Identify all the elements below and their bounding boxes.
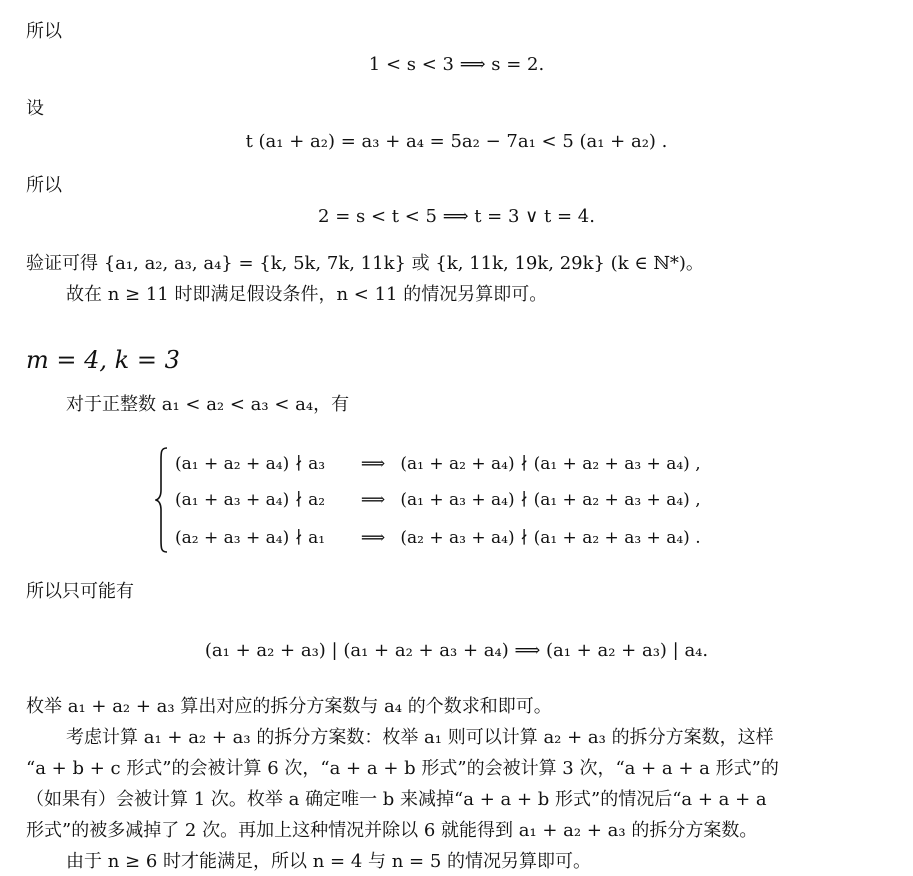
implies-arrow: ⟹ bbox=[360, 528, 386, 548]
text-line: 设 bbox=[26, 98, 44, 119]
system-right: (a₁ + a₃ + a₄) ∤ (a₁ + a₂ + a₃ + a₄) , bbox=[400, 490, 701, 510]
text-line: 对于正整数 a₁ < a₂ < a₃ < a₄，有 bbox=[66, 394, 350, 415]
system-right: (a₂ + a₃ + a₄) ∤ (a₁ + a₂ + a₃ + a₄) . bbox=[400, 528, 701, 548]
implies-arrow: ⟹ bbox=[360, 454, 386, 474]
section-heading: m = 4, k = 3 bbox=[26, 346, 180, 374]
text-line: 考虑计算 a₁ + a₂ + a₃ 的拆分方案数：枚举 a₁ 则可以计算 a₂ + a₃ 的拆分方案数，这样 bbox=[66, 727, 774, 748]
system-left: (a₂ + a₃ + a₄) ∤ a₁ bbox=[175, 528, 326, 548]
text-line: 所以 bbox=[26, 21, 62, 42]
system-left: (a₁ + a₃ + a₄) ∤ a₂ bbox=[175, 490, 326, 510]
equation: (a₁ + a₂ + a₃) | (a₁ + a₂ + a₃ + a₄) ⟹ (a₁ + a₂ + a₃) | a₄. bbox=[204, 640, 709, 661]
text-line: 验证可得 {a₁, a₂, a₃, a₄} = {k, 5k, 7k, 11k} 或 {k, 11k, 19k, 29k} (k ∈ ℕ*)。 bbox=[26, 253, 704, 274]
system-left: (a₁ + a₂ + a₄) ∤ a₃ bbox=[175, 454, 326, 474]
implies-arrow: ⟹ bbox=[360, 490, 386, 510]
system-row bbox=[175, 527, 701, 549]
text-line: “a + b + c 形式”的会被计算 6 次，“a + a + b 形式”的会被计算 3 次，“a + a + a 形式”的 bbox=[26, 758, 779, 779]
text-line: 故在 n ≥ 11 时即满足假设条件，n < 11 的情况另算即可。 bbox=[66, 284, 548, 305]
text-line: （如果有）会被计算 1 次。枚举 a 确定唯一 b 来减掉“a + a + b 形式”的情况后“a + a + a bbox=[26, 789, 767, 810]
text-line: 枚举 a₁ + a₂ + a₃ 算出对应的拆分方案数与 a₄ 的个数求和即可。 bbox=[26, 696, 552, 717]
text-line: 形式”的被多减掉了 2 次。再加上这种情况并除以 6 就能得到 a₁ + a₂ + a₃ 的拆分方案数。 bbox=[26, 820, 758, 841]
equation: t (a₁ + a₂) = a₃ + a₄ = 5a₂ − 7a₁ < 5 (a₁ + a₂) . bbox=[245, 131, 668, 152]
system-right: (a₁ + a₂ + a₄) ∤ (a₁ + a₂ + a₃ + a₄) , bbox=[400, 454, 701, 474]
left-brace bbox=[155, 446, 169, 554]
equation: 2 = s < t < 5 ⟹ t = 3 ∨ t = 4. bbox=[318, 206, 595, 227]
system-row bbox=[175, 453, 701, 475]
system-row bbox=[175, 489, 701, 511]
text-line: 由于 n ≥ 6 时才能满足，所以 n = 4 与 n = 5 的情况另算即可。 bbox=[66, 851, 592, 872]
equation: 1 < s < 3 ⟹ s = 2. bbox=[368, 54, 545, 75]
text-line: 所以只可能有 bbox=[26, 581, 134, 602]
text-line: 所以 bbox=[26, 175, 62, 196]
